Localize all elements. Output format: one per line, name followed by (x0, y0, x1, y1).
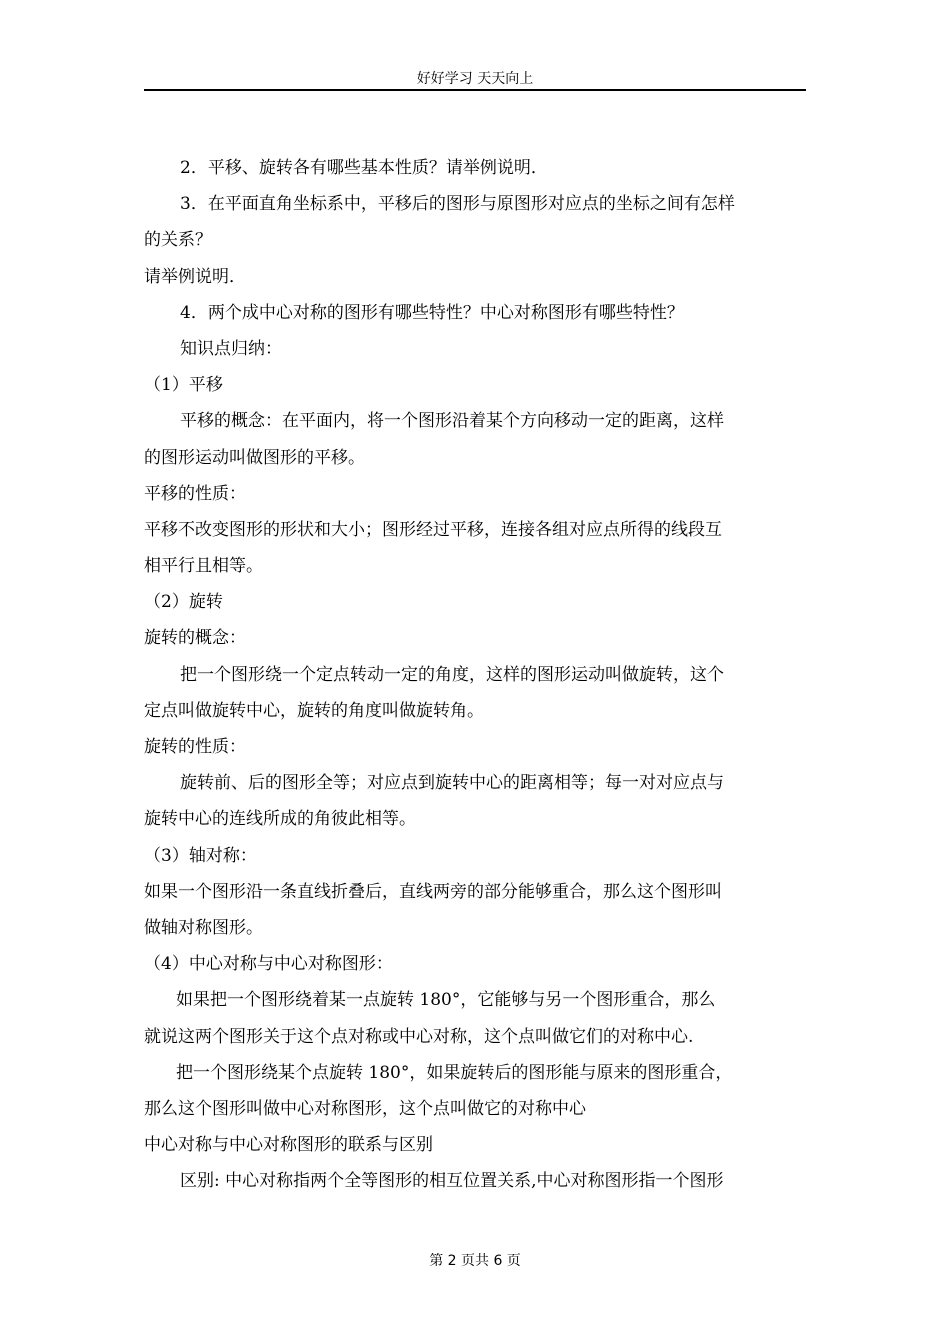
translation-concept-cont: 的图形运动叫做图形的平移。 (144, 447, 365, 468)
central-symmetry-def-cont: 就说这两个图形关于这个点对称或中心对称，这个点叫做它们的对称中心. (144, 1026, 694, 1047)
section-translation: （1）平移 (144, 375, 223, 396)
section-rotation: （2）旋转 (144, 592, 223, 613)
relation-heading: 中心对称与中心对称图形的联系与区别 (144, 1135, 433, 1156)
summary-heading: 知识点归纳： (180, 338, 282, 359)
rotation-concept: 把一个图形绕一个定点转动一定的角度，这样的图形运动叫做旋转，这个 (180, 664, 724, 685)
translation-property-cont: 相平行且相等。 (144, 556, 263, 577)
question-4: 4．两个成中心对称的图形有哪些特性？中心对称图形有哪些特性？ (180, 302, 684, 323)
question-3-cont: 的关系？ (144, 230, 212, 251)
section-axial-symmetry: （3）轴对称： (144, 845, 257, 866)
rotation-concept-cont: 定点叫做旋转中心，旋转的角度叫做旋转角。 (144, 700, 484, 721)
translation-property-heading: 平移的性质： (144, 483, 246, 504)
translation-concept: 平移的概念：在平面内，将一个图形沿着某个方向移动一定的距离，这样 (180, 411, 724, 432)
question-2: 2．平移、旋转各有哪些基本性质？请举例说明． (180, 158, 548, 178)
rotation-property-cont: 旋转中心的连线所成的角彼此相等。 (144, 809, 416, 830)
central-symmetry-def: 如果把一个图形绕着某一点旋转 180°，它能够与另一个图形重合，那么 (176, 990, 716, 1011)
document-body (144, 150, 812, 1199)
page-footer: 第 2 页共 6 页 (429, 1253, 521, 1269)
section-central-symmetry: （4）中心对称与中心对称图形： (144, 954, 393, 975)
central-symmetric-figure-def-cont: 那么这个图形叫做中心对称图形，这个点叫做它的对称中心 (144, 1098, 586, 1119)
difference-text: 区别: 中心对称指两个全等图形的相互位置关系,中心对称图形指一个图形 (180, 1171, 724, 1192)
central-symmetric-figure-def: 把一个图形绕某个点旋转 180°，如果旋转后的图形能与原来的图形重合， (176, 1062, 733, 1083)
rotation-concept-heading: 旋转的概念： (144, 628, 246, 649)
axial-symmetry-def: 如果一个图形沿一条直线折叠后，直线两旁的部分能够重合，那么这个图形叫 (144, 881, 722, 902)
page-header: 好好学习 天天向上 (416, 71, 534, 87)
axial-symmetry-def-cont: 做轴对称图形。 (144, 917, 263, 938)
rotation-property-heading: 旋转的性质： (144, 737, 246, 757)
translation-property: 平移不改变图形的形状和大小；图形经过平移，连接各组对应点所得的线段互 (144, 519, 722, 540)
rotation-property: 旋转前、后的图形全等；对应点到旋转中心的距离相等；每一对对应点与 (180, 773, 724, 794)
header-rule (144, 89, 806, 91)
question-3: 3．在平面直角坐标系中，平移后的图形与原图形对应点的坐标之间有怎样 (180, 194, 735, 215)
question-3-example: 请举例说明． (144, 266, 246, 287)
